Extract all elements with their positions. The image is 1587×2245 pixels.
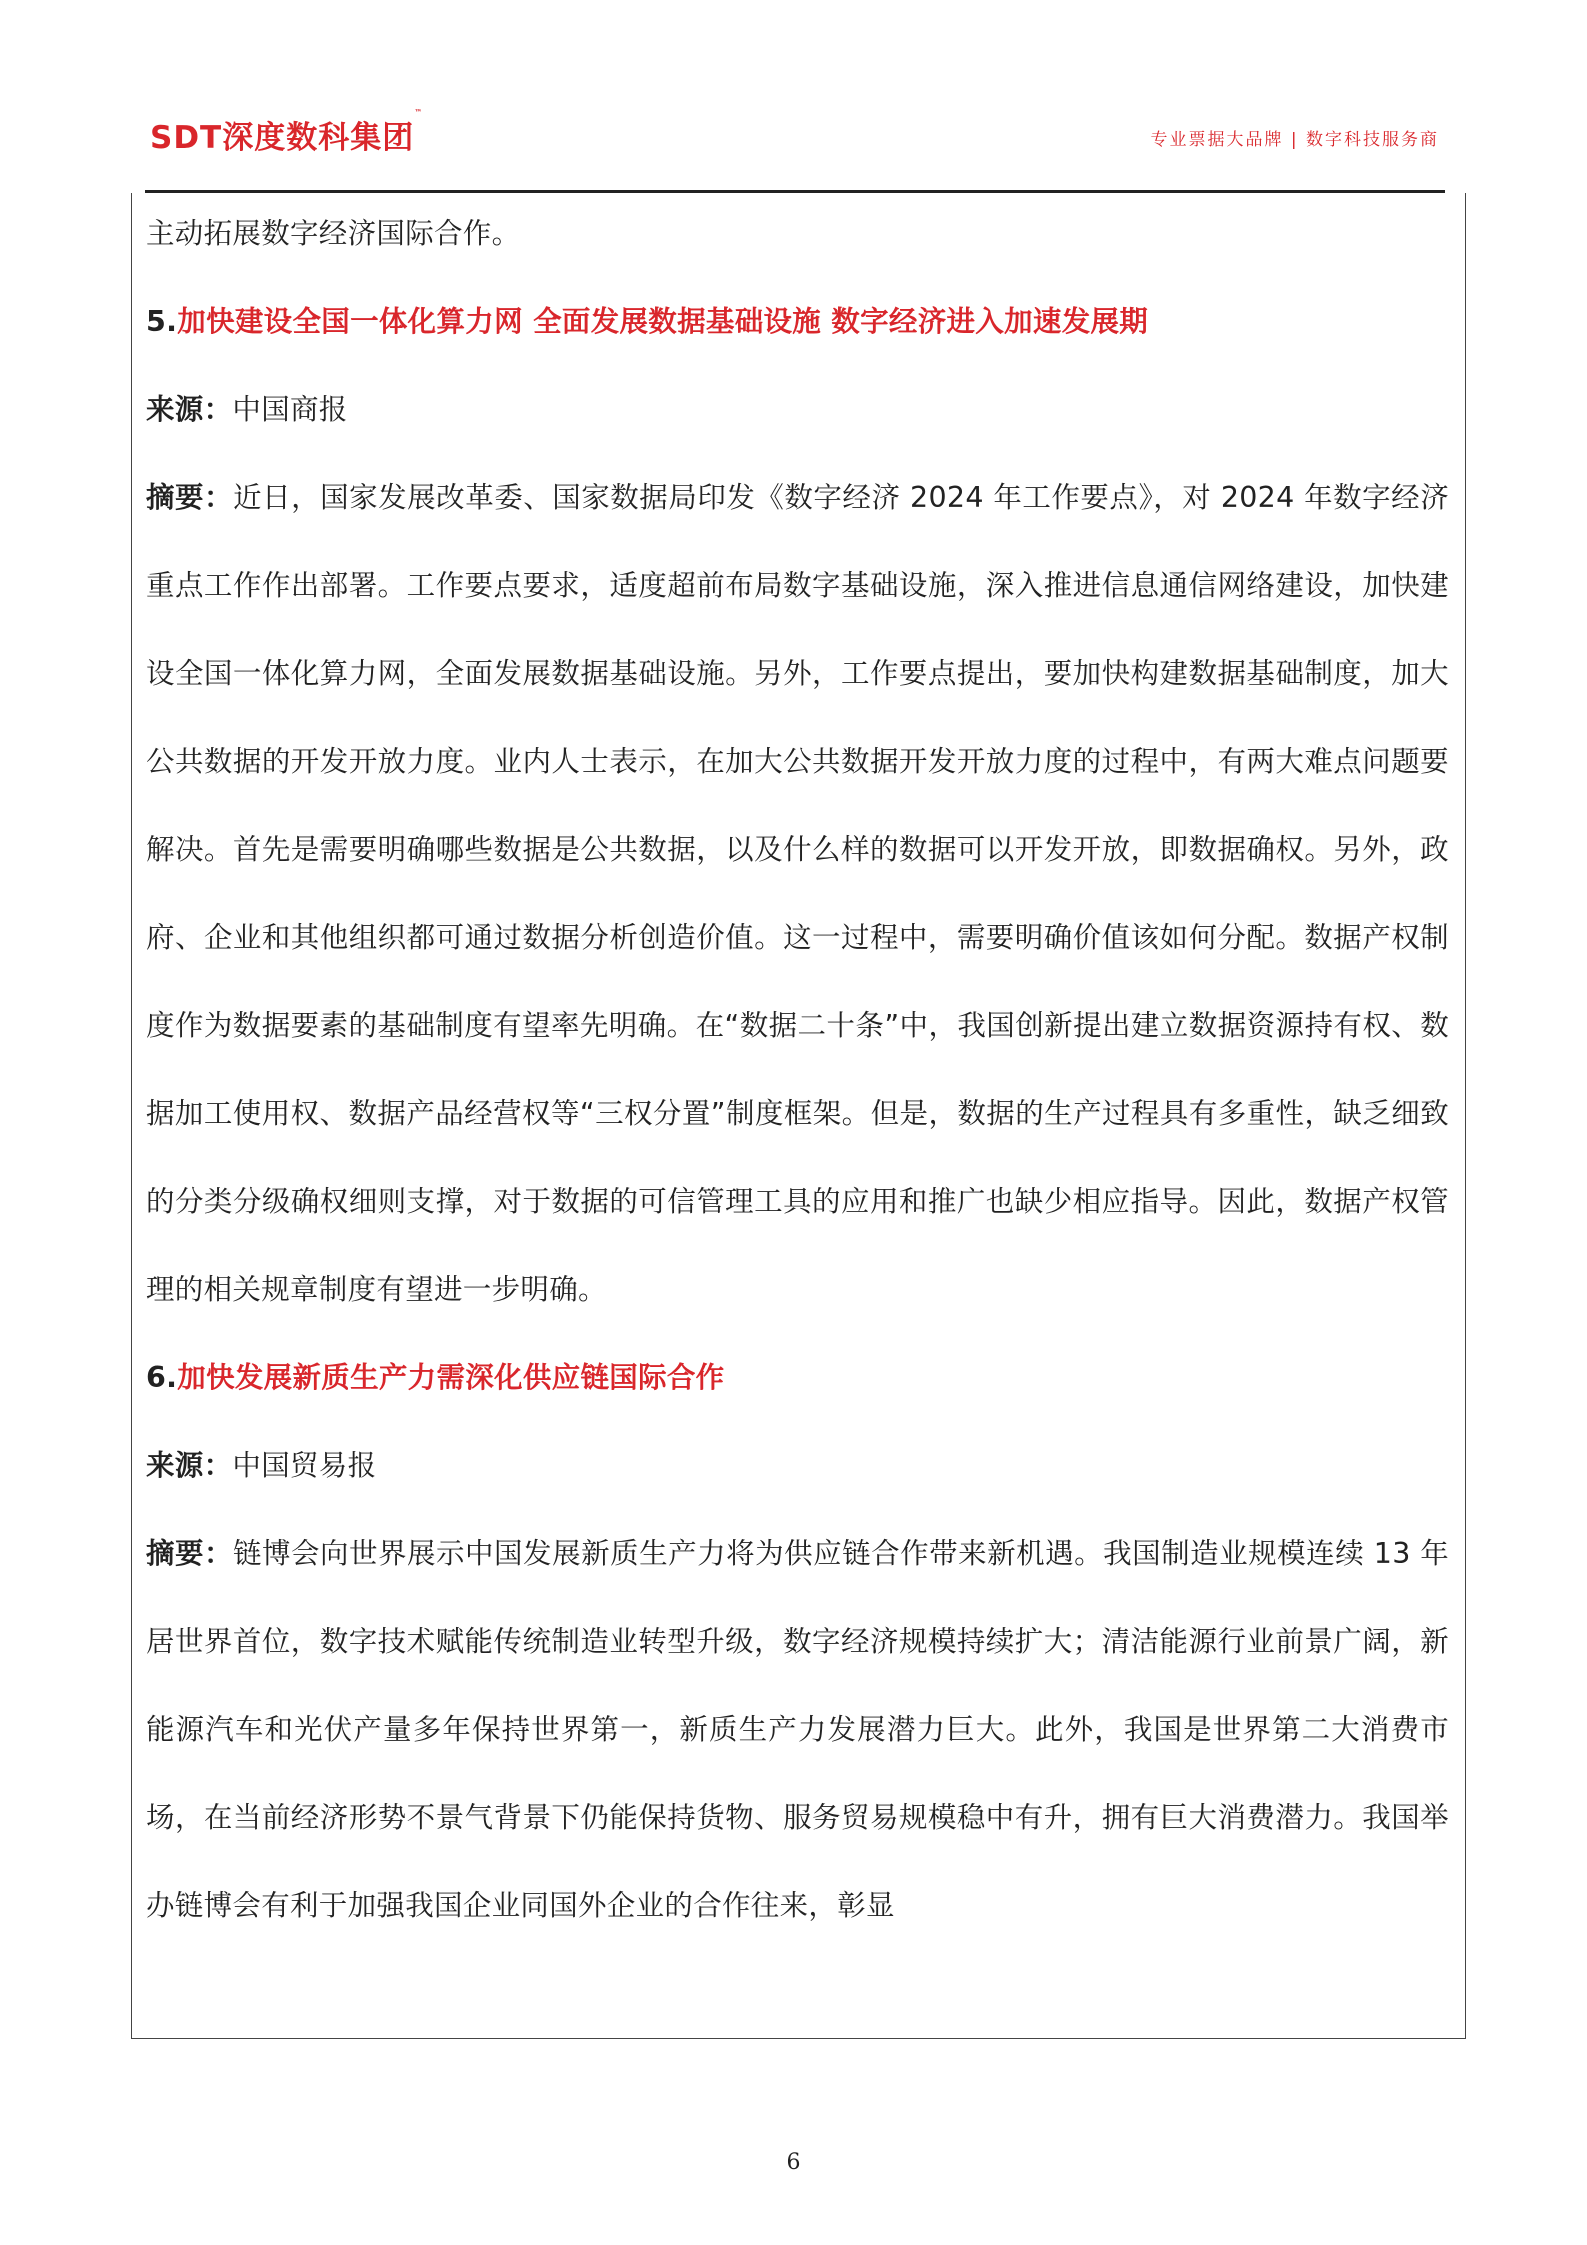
source-label: 来源：: [146, 393, 233, 426]
company-logo: [150, 108, 424, 157]
article-number: 6.: [146, 1361, 178, 1394]
article-summary: [146, 1510, 1449, 1950]
article-number: 5.: [146, 305, 178, 338]
article-source: [146, 366, 1449, 454]
article-title: [146, 1334, 1449, 1422]
article-title: [146, 278, 1449, 366]
continuation-paragraph: 主动拓展数字经济国际合作。: [146, 217, 521, 250]
page-number: 6: [786, 2150, 801, 2175]
summary-text: 近日，国家发展改革委、国家数据局印发《数字经济 2024 年工作要点》，对 2024 年数字经济重点工作作出部署。工作要点要求，适度超前布局数字基础设施，深入推进信息通信网络建设，加快建设全国一体化算力网，全面发展数据基础设施。另外，工作要点提出，要加快构建数据基础制度，加大公共数据的开发开放力度。业内人士表示，在加大公共数据开发开放力度的过程中，有两大难点问题要解决。首先是需要明确哪些数据是公共数据，以及什么样的数据可以开发开放，即数据确权。另外，政府、企业和其他组织都可通过数据分析创造价值。这一过程中，需要明确价值该如何分配。数据产权制度作为数据要素的基础制度有望率先明确。在“数据二十条”中，我国创新提出建立数据资源持有权、数据加工使用权、数据产品经营权等“三权分置”制度框架。但是，数据的生产过程具有多重性，缺乏细致的分类分级确权细则支撑，对于数据的可信管理工具的应用和推广也缺少相应指导。因此，数据产权管理的相关规章制度有望进一步明确。: [146, 481, 1450, 1306]
source-label: 来源：: [146, 1449, 233, 1482]
article-title-text: 加快发展新质生产力需深化供应链国际合作: [177, 1361, 725, 1394]
logo-name: 深度数科集团: [222, 120, 415, 156]
logo-trademark: ™: [414, 108, 424, 117]
summary-text: 链博会向世界展示中国发展新质生产力将为供应链合作带来新机遇。我国制造业规模连续 13 年居世界首位，数字技术赋能传统制造业转型升级，数字经济规模持续扩大；清洁能源行业前景广阔，新能源汽车和光伏产量多年保持世界第一，新质生产力发展潜力巨大。此外，我国是世界第二大消费市场，在当前经济形势不景气背景下仍能保持货物、服务贸易规模稳中有升，拥有巨大消费潜力。我国举办链博会有利于加强我国企业同国外企业的合作往来，彰显: [146, 1537, 1449, 1922]
source-name: 中国商报: [232, 393, 348, 426]
header-tagline: 专业票据大品牌 | 数字科技服务商: [1150, 130, 1439, 150]
article-source: [146, 1422, 1449, 1510]
article-summary: [146, 454, 1449, 1334]
summary-label: 摘要：: [146, 1537, 234, 1570]
article-title-text: 加快建设全国一体化算力网 全面发展数据基础设施 数字经济进入加速发展期: [177, 305, 1149, 338]
logo-mark: SDT: [150, 120, 223, 156]
source-name: 中国贸易报: [232, 1449, 377, 1482]
summary-label: 摘要：: [146, 481, 234, 514]
content-frame: [131, 193, 1466, 2039]
